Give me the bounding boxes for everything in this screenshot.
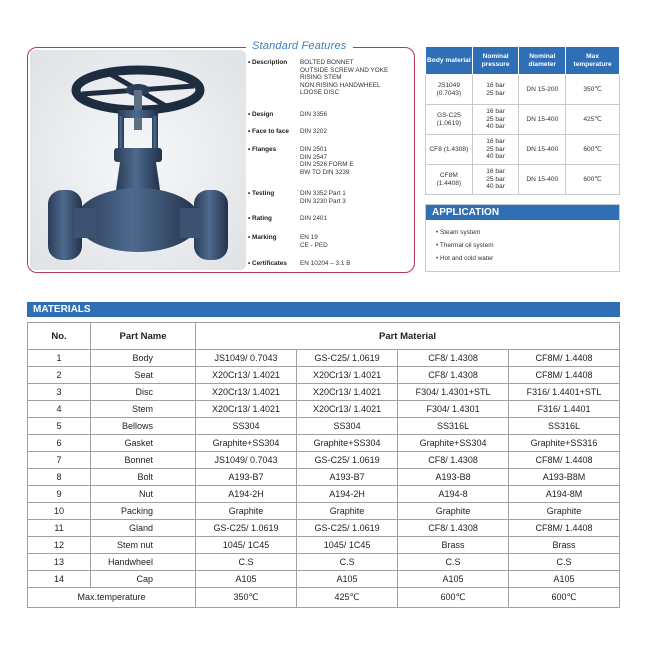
material-cell: CF8M/ 1.4408 — [509, 350, 620, 367]
material-cell: F316/ 1.4401 — [509, 401, 620, 418]
feature-line: NON RISING HANDWHEEL — [300, 81, 381, 89]
feature-line: DIN 3202 — [300, 128, 327, 135]
materials-table — [27, 322, 620, 608]
part-name-cell: Seat — [91, 367, 196, 384]
max-temperature-label: Max.temperature — [28, 588, 196, 608]
spec-row — [426, 105, 620, 135]
material-cell: GS-C25/ 1.0619 — [196, 520, 297, 537]
material-cell: A105 — [297, 571, 398, 588]
part-name-cell: Body — [91, 350, 196, 367]
table-row — [28, 367, 620, 384]
nominal-pressure-cell — [472, 75, 519, 105]
pressure-line: 16 bar — [486, 168, 505, 176]
feature-rating — [248, 215, 414, 223]
pressure-line: 40 bar — [486, 183, 505, 191]
material-cell: 1045/ 1C45 — [196, 537, 297, 554]
material-cell: F304/ 1.4301+STL — [398, 384, 509, 401]
feature-label: • Marking — [248, 234, 300, 249]
feature-certificates — [248, 260, 414, 268]
pressure-line: 25 bar — [486, 115, 505, 123]
spec-row — [426, 75, 620, 105]
max-temperature-cell: 600℃ — [566, 165, 620, 195]
application-box — [425, 204, 620, 272]
spec-header: Body material — [426, 47, 473, 75]
feature-line: OUTSIDE SCREW AND YOKE — [300, 66, 389, 74]
standard-features-title: Standard Features — [246, 40, 353, 52]
feature-line: DIN 3356 — [300, 111, 327, 118]
feature-line: DIN 3352 Part 1 — [300, 190, 346, 197]
material-cell: F304/ 1.4301 — [398, 401, 509, 418]
feature-value — [300, 260, 414, 268]
material-cell: A194-8M — [509, 486, 620, 503]
materials-header-row — [28, 323, 620, 350]
feature-label: • Flanges — [248, 146, 300, 176]
material-cell: A105 — [509, 571, 620, 588]
feature-line: DIN 2526 FORM E — [300, 161, 354, 169]
material-cell: Graphite+SS316 — [509, 435, 620, 452]
max-temperature-value: 425℃ — [297, 588, 398, 608]
material-cell: CF8M/ 1.4408 — [509, 452, 620, 469]
materials-body — [28, 350, 620, 608]
application-list — [426, 220, 619, 265]
material-cell: A105 — [196, 571, 297, 588]
nominal-diameter-cell: DN 15-400 — [519, 135, 566, 165]
feature-value — [300, 215, 414, 223]
material-cell: Graphite — [398, 503, 509, 520]
nominal-pressure-cell — [472, 165, 519, 195]
material-cell: A193-B8 — [398, 469, 509, 486]
material-cell: SS316L — [509, 418, 620, 435]
material-cell: CF8/ 1.4308 — [398, 367, 509, 384]
max-temperature-cell: 425℃ — [566, 105, 620, 135]
feature-design — [248, 111, 414, 119]
feature-line: BW TO DIN 3239 — [300, 168, 350, 176]
spec-header: Nominal pressure — [472, 47, 519, 75]
part-name-cell: Handwheel — [91, 554, 196, 571]
material-cell: C.S — [398, 554, 509, 571]
body-material-cell: JS1049 (0.7043) — [426, 75, 473, 105]
material-cell: X20Cr13/ 1.4021 — [196, 384, 297, 401]
application-title: APPLICATION — [426, 205, 619, 220]
header-part-name: Part Name — [91, 323, 196, 350]
table-row — [28, 435, 620, 452]
application-item: • Thermal oil system — [436, 239, 619, 252]
table-row — [28, 401, 620, 418]
feature-testing — [248, 190, 414, 205]
row-number-cell: 1 — [28, 350, 91, 367]
nominal-diameter-cell: DN 15-400 — [519, 165, 566, 195]
max-temperature-cell: 600℃ — [566, 135, 620, 165]
material-cell: JS1049/ 0.7043 — [196, 350, 297, 367]
material-cell: GS-C25/ 1.0619 — [297, 520, 398, 537]
pressure-line: 40 bar — [486, 153, 505, 161]
material-cell: C.S — [509, 554, 620, 571]
part-name-cell: Bolt — [91, 469, 196, 486]
body-material-cell: CF8M (1.4408) — [426, 165, 473, 195]
table-row — [28, 537, 620, 554]
pressure-temperature-table — [425, 46, 620, 195]
pressure-line: 25 bar — [486, 175, 505, 183]
material-cell: CF8/ 1.4308 — [398, 350, 509, 367]
material-cell: X20Cr13/ 1.4021 — [196, 367, 297, 384]
material-cell: C.S — [297, 554, 398, 571]
table-row — [28, 418, 620, 435]
spec-row — [426, 165, 620, 195]
nominal-diameter-cell: DN 15-400 — [519, 105, 566, 135]
feature-line: CE - PED — [300, 241, 328, 249]
material-cell: A194-2H — [196, 486, 297, 503]
material-cell: Graphite+SS304 — [297, 435, 398, 452]
part-name-cell: Stem — [91, 401, 196, 418]
material-cell: Graphite — [297, 503, 398, 520]
part-name-cell: Packing — [91, 503, 196, 520]
part-name-cell: Nut — [91, 486, 196, 503]
feature-value — [300, 190, 414, 205]
feature-value — [300, 234, 414, 249]
materials-title-bar: MATERIALS — [27, 302, 620, 317]
part-name-cell: Bonnet — [91, 452, 196, 469]
material-cell: X20Cr13/ 1.4021 — [196, 401, 297, 418]
feature-line: DIN 2401 — [300, 215, 327, 222]
feature-value — [300, 59, 414, 97]
row-number-cell: 2 — [28, 367, 91, 384]
feature-line: DIN 2547 — [300, 153, 327, 161]
spec-header-row — [426, 47, 620, 75]
feature-description — [248, 59, 414, 97]
material-cell: A194-8 — [398, 486, 509, 503]
feature-value — [300, 111, 414, 119]
material-cell: SS304 — [297, 418, 398, 435]
part-name-cell: Bellows — [91, 418, 196, 435]
feature-line: DIN 3230 Part 3 — [300, 197, 346, 205]
material-cell: SS316L — [398, 418, 509, 435]
table-row — [28, 452, 620, 469]
feature-label: • Description — [248, 59, 300, 97]
pressure-line: 16 bar — [486, 82, 505, 90]
header-part-material: Part Material — [196, 323, 620, 350]
feature-face-to-face — [248, 128, 414, 136]
nominal-diameter-cell: DN 15-200 — [519, 75, 566, 105]
material-cell: CF8M/ 1.4408 — [509, 367, 620, 384]
spec-row — [426, 135, 620, 165]
material-cell: SS304 — [196, 418, 297, 435]
feature-flanges — [248, 146, 414, 176]
feature-line: RISING STEM — [300, 74, 342, 82]
material-cell: GS-C25/ 1.0619 — [297, 350, 398, 367]
feature-line: EN 10204 – 3.1 B — [300, 260, 351, 267]
material-cell: JS1049/ 0.7043 — [196, 452, 297, 469]
row-number-cell: 8 — [28, 469, 91, 486]
table-row — [28, 350, 620, 367]
max-temperature-row — [28, 588, 620, 608]
spec-header: Max temperature — [566, 47, 620, 75]
table-row — [28, 503, 620, 520]
material-cell: 1045/ 1C45 — [297, 537, 398, 554]
material-cell: F316/ 1.4401+STL — [509, 384, 620, 401]
material-cell: Graphite+SS304 — [398, 435, 509, 452]
material-cell: A193-B8M — [509, 469, 620, 486]
feature-marking — [248, 234, 414, 249]
valve-photo — [30, 50, 246, 270]
feature-label: • Certificates — [248, 260, 300, 268]
feature-label: • Rating — [248, 215, 300, 223]
feature-label: • Design — [248, 111, 300, 119]
table-row — [28, 554, 620, 571]
nominal-pressure-cell — [472, 105, 519, 135]
part-name-cell: Gland — [91, 520, 196, 537]
row-number-cell: 12 — [28, 537, 91, 554]
feature-line: BOLTED BONNET — [300, 59, 354, 66]
material-cell: Brass — [398, 537, 509, 554]
header-no: No. — [28, 323, 91, 350]
part-name-cell: Disc — [91, 384, 196, 401]
feature-label: • Testing — [248, 190, 300, 205]
part-name-cell: Gasket — [91, 435, 196, 452]
row-number-cell: 4 — [28, 401, 91, 418]
pressure-line: 25 bar — [486, 145, 505, 153]
table-row — [28, 486, 620, 503]
table-row — [28, 384, 620, 401]
row-number-cell: 14 — [28, 571, 91, 588]
table-row — [28, 571, 620, 588]
material-cell: Graphite — [509, 503, 620, 520]
material-cell: A193-B7 — [196, 469, 297, 486]
feature-value — [300, 146, 414, 176]
row-number-cell: 7 — [28, 452, 91, 469]
row-number-cell: 9 — [28, 486, 91, 503]
body-material-cell: GS-C25 (1.0619) — [426, 105, 473, 135]
application-item: • Hot and cold water — [436, 252, 619, 265]
row-number-cell: 13 — [28, 554, 91, 571]
table-row — [28, 520, 620, 537]
max-temperature-value: 600℃ — [509, 588, 620, 608]
pressure-line: 16 bar — [486, 138, 505, 146]
material-cell: CF8M/ 1.4408 — [509, 520, 620, 537]
part-name-cell: Stem nut — [91, 537, 196, 554]
feature-label: • Face to face — [248, 128, 300, 136]
spec-header: Nominal diameter — [519, 47, 566, 75]
max-temperature-value: 600℃ — [398, 588, 509, 608]
row-number-cell: 10 — [28, 503, 91, 520]
material-cell: Brass — [509, 537, 620, 554]
feature-line: EN 19 — [300, 234, 318, 241]
row-number-cell: 6 — [28, 435, 91, 452]
nominal-pressure-cell — [472, 135, 519, 165]
material-cell: X20Cr13/ 1.4021 — [297, 401, 398, 418]
material-cell: A105 — [398, 571, 509, 588]
globe-valve-illustration — [30, 50, 246, 270]
pressure-line: 16 bar — [486, 108, 505, 116]
material-cell: X20Cr13/ 1.4021 — [297, 367, 398, 384]
pressure-line: 25 bar — [486, 89, 505, 97]
material-cell: GS-C25/ 1.0619 — [297, 452, 398, 469]
material-cell: C.S — [196, 554, 297, 571]
material-cell: A194-2H — [297, 486, 398, 503]
feature-value — [300, 128, 414, 136]
material-cell: A193-B7 — [297, 469, 398, 486]
part-name-cell: Cap — [91, 571, 196, 588]
max-temperature-value: 350℃ — [196, 588, 297, 608]
material-cell: Graphite+SS304 — [196, 435, 297, 452]
material-cell: Graphite — [196, 503, 297, 520]
body-material-cell: CF8 (1.4308) — [426, 135, 473, 165]
row-number-cell: 3 — [28, 384, 91, 401]
feature-line: DIN 2501 — [300, 146, 327, 153]
material-cell: X20Cr13/ 1.4021 — [297, 384, 398, 401]
max-temperature-cell: 350℃ — [566, 75, 620, 105]
material-cell: CF8/ 1.4308 — [398, 452, 509, 469]
material-cell: CF8/ 1.4308 — [398, 520, 509, 537]
row-number-cell: 5 — [28, 418, 91, 435]
row-number-cell: 11 — [28, 520, 91, 537]
table-row — [28, 469, 620, 486]
feature-line: LOOSE DISC — [300, 89, 340, 97]
application-item: • Steam system — [436, 226, 619, 239]
pressure-line: 40 bar — [486, 123, 505, 131]
